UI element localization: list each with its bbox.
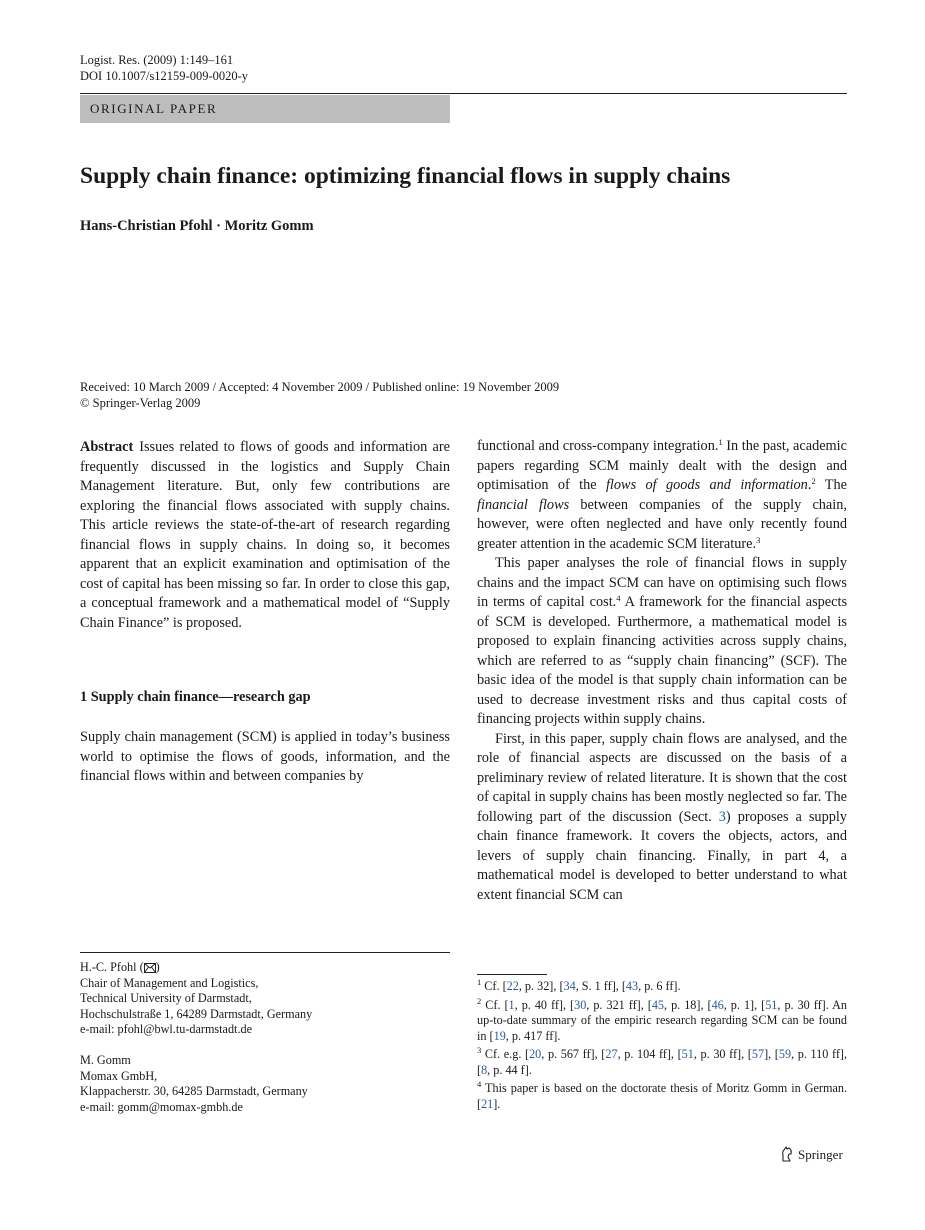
footnote: $^1$ Cf. [22, p. 32], [34, S. 1 ff], [43, p. 6 ff]. bbox=[477, 977, 681, 993]
citation-link[interactable]: 57 bbox=[751, 1047, 765, 1061]
footnotes bbox=[477, 979, 847, 1115]
paper-title: Supply chain finance: optimizing financial flows in supply chains bbox=[80, 163, 731, 189]
footnote-marker[interactable]: 3 bbox=[756, 534, 761, 545]
affiliation-2-email[interactable]: e-mail: gomm@momax-gmbh.de bbox=[80, 1099, 243, 1114]
section-link[interactable]: 3 bbox=[718, 808, 726, 825]
footnote: $^3$ Cf. e.g. [20, p. 567 ff], [27, p. 104 ff], [51, p. 30 ff], [57], [59, p. 110 ff], [8, p. 44 f]. bbox=[477, 1045, 848, 1077]
doi[interactable]: DOI 10.1007/s12159-009-0020-y bbox=[80, 69, 249, 83]
dates-line: Received: 10 March 2009 / Accepted: 4 November 2009 / Published online: 19 November 2009 bbox=[80, 380, 560, 394]
affiliation-1-line: Technical University of Darmstadt, bbox=[80, 991, 252, 1006]
paragraph-3: First, in this paper, supply chain flows are analysed, and the role of financial aspects are discussed on the basis of a preliminary review of related literature. It is shown that the cost of capital in supply chains has been mostly neglected so far. The following part of the discussion (Sect. 3) proposes a supply chain finance framework. It covers the objects, actors, and levers of supply chain financing. Finally, in part 4, a mathematical model is developed to better understand to what extent financial SCM can bbox=[477, 730, 848, 903]
publisher-logo bbox=[780, 1146, 843, 1163]
paragraph-2: This paper analyses the role of financial flows in supply chains and the impact SCM can have on optimising such flows in terms of capital cost.$^4$ A framework for the financial aspects of SCM is developed. Furthermore, a mathematical model is proposed to explain financing activities across supply chains, which are referred to as “supply chain financing” (SCF). The basic idea of the model is that supply chain information can be used to decrease investment risks and thus capital costs of financing projects within supply chains. bbox=[477, 555, 848, 727]
citation-link[interactable]: 51 bbox=[765, 997, 778, 1012]
envelope-icon bbox=[144, 963, 156, 973]
paragraph-1: functional and cross-company integration.$^1$ In the past, academic papers regarding SCM mainly dealt with the design and optimisation of the flows of goods and information.$^2$ The financial flows between companies of the supply chain, however, were often neglected and have only recently found greater attention in the academic SCM literature.$^3$ bbox=[477, 437, 848, 552]
article-type-band bbox=[80, 95, 450, 123]
affiliation-2-name: M. Gomm bbox=[80, 1052, 131, 1067]
section-paragraph: Supply chain management (SCM) is applied in today’s business world to optimise the flows of goods, information, and the financial flows within and between companies by bbox=[80, 729, 450, 784]
footnote-rule bbox=[477, 974, 547, 975]
journal-header bbox=[80, 52, 248, 84]
citation-link[interactable]: 22 bbox=[506, 979, 519, 993]
citation-link[interactable]: 43 bbox=[625, 979, 639, 993]
citation-link[interactable]: 20 bbox=[529, 1047, 542, 1061]
section-body bbox=[80, 728, 450, 787]
citation-link[interactable]: 27 bbox=[605, 1047, 618, 1061]
citation-link[interactable]: 46 bbox=[711, 997, 724, 1012]
affiliations bbox=[80, 960, 312, 1115]
affiliation-1-email[interactable]: e-mail: pfohl@bwl.tu-darmstadt.de bbox=[80, 1022, 252, 1037]
affiliation-2-line: Momax GmbH, bbox=[80, 1068, 158, 1083]
footnote: $^4$ This paper is based on the doctorate thesis of Moritz Gomm in German. [21]. bbox=[477, 1079, 847, 1111]
copyright: © Springer-Verlag 2009 bbox=[80, 396, 201, 410]
journal-citation: Logist. Res. (2009) 1:149–161 bbox=[80, 53, 234, 67]
citation-link[interactable]: 1 bbox=[508, 997, 515, 1012]
citation-link[interactable]: 51 bbox=[681, 1047, 694, 1061]
publication-dates bbox=[80, 379, 559, 411]
affiliation-1-line: Chair of Management and Logistics, bbox=[80, 975, 259, 990]
section-heading: 1 Supply chain finance—research gap bbox=[80, 689, 311, 705]
footnote: $^2$ Cf. [1, p. 40 ff], [30, p. 321 ff], [45, p. 18], [46, p. 1], [51, p. 30 ff]. An up-to-date summary of the empiric research regarding SCM can be found in [19, p. 417 ff]. bbox=[477, 995, 847, 1043]
citation-link[interactable]: 34 bbox=[563, 979, 576, 993]
springer-horse-icon bbox=[780, 1146, 794, 1162]
affiliation-1-name: H.-C. Pfohl ( ) bbox=[80, 960, 160, 974]
abstract bbox=[80, 438, 450, 633]
abstract-label: Abstract bbox=[80, 439, 134, 455]
footnote-marker[interactable]: 1 bbox=[718, 437, 723, 447]
citation-link[interactable]: 21 bbox=[481, 1096, 494, 1111]
header-rule bbox=[80, 93, 847, 94]
right-column bbox=[477, 437, 847, 905]
affiliation-rule bbox=[80, 952, 450, 953]
citation-link[interactable]: 8 bbox=[481, 1062, 488, 1077]
citation-link[interactable]: 30 bbox=[574, 997, 587, 1012]
article-type: ORIGINAL PAPER bbox=[90, 101, 218, 116]
publisher-name: Springer bbox=[798, 1147, 843, 1162]
footnote-marker[interactable]: 2 bbox=[811, 476, 816, 486]
citation-link[interactable]: 19 bbox=[493, 1028, 506, 1043]
affiliation-1-line: Hochschulstraße 1, 64289 Darmstadt, Germany bbox=[80, 1006, 313, 1021]
citation-link[interactable]: 45 bbox=[651, 997, 665, 1012]
affiliation-2-line: Klappacherstr. 30, 64285 Darmstadt, Germany bbox=[80, 1084, 308, 1099]
footnote-marker[interactable]: 4 bbox=[616, 593, 621, 603]
authors: Hans-Christian Pfohl · Moritz Gomm bbox=[80, 218, 314, 234]
citation-link[interactable]: 59 bbox=[778, 1047, 792, 1061]
abstract-text: Issues related to flows of goods and information are frequently discussed in the logistics and Supply Chain Management literature. But, only few contributions are exploring the financial flows associated with supply chains. This article reviews the state-of-the-art of research regarding financial flows in supply chains. In doing so, it becomes apparent that an explicit examination and optimisation of the cost of capital has been missing so far. In order to close this gap, a conceptual framework and a mathematical model of “Supply Chain Finance” is proposed. bbox=[80, 439, 450, 631]
